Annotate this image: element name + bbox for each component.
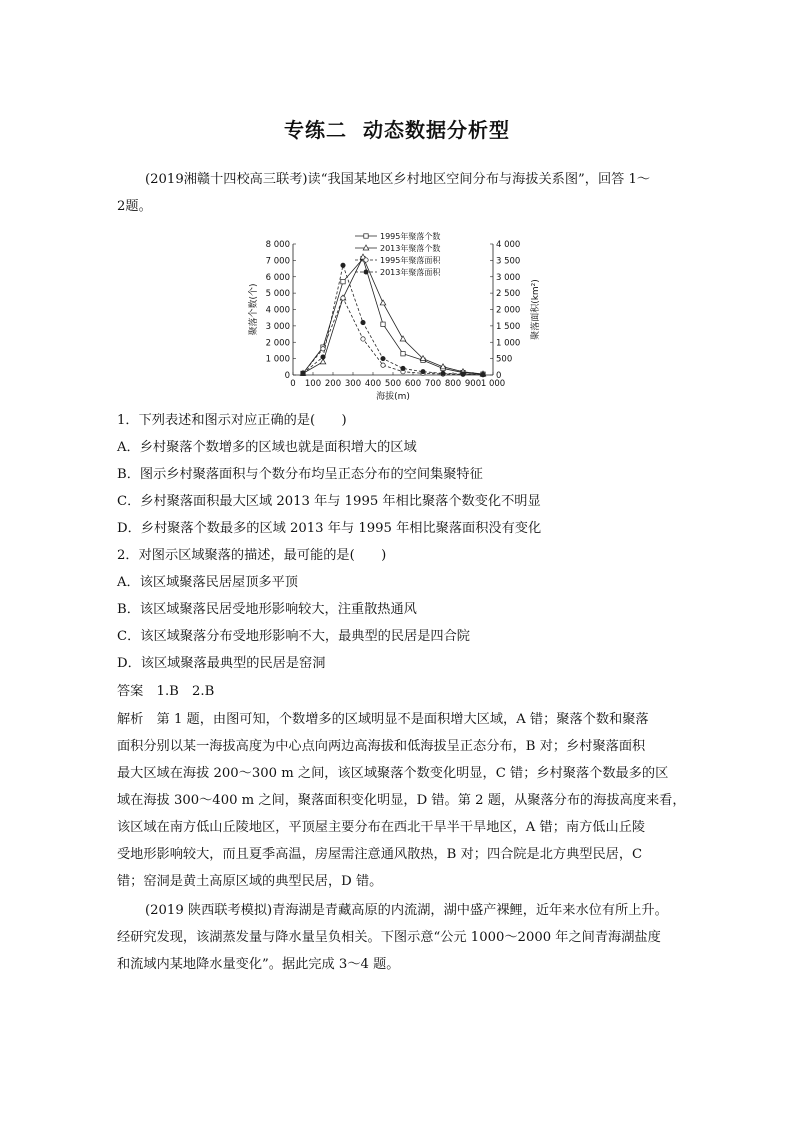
legend-marker [363,245,369,250]
x-tick-label: 300 [344,379,362,389]
series-point [401,366,405,370]
analysis-line: 受地形影响较大，而且夏季高温，房屋需注意通风散热，B 对；四合院是北方典型民居，C [117,847,643,862]
series-point [401,352,405,356]
analysis-line: 错；窑洞是黄土高原区域的典型民居，D 错。 [117,874,383,889]
y-left-tick-label: 4 000 [265,305,290,316]
x-axis-label: 海拔(m) [376,392,410,402]
y-right-tick-label: 0 [496,371,502,381]
series-point [461,372,465,376]
x-tick-label: 0 [290,379,296,389]
y-left-tick-label: 2 000 [265,338,290,349]
analysis-line: 面积分别以某一海拔高度为中心点向两边高海拔和低海拔呈正态分布，B 对；乡村聚落面积 [117,739,646,754]
legend-label: 2013年聚落面积 [380,268,441,277]
series-point [381,363,385,367]
y-left-tick-label: 7 000 [265,256,290,267]
series-point [320,359,326,364]
series-point [481,372,485,376]
x-tick-label: 800 [444,379,462,389]
series-point [400,336,406,341]
legend-marker [364,258,368,262]
y-left-axis-label: 聚落个数(个) [249,283,259,336]
analysis-line: 解析 第 1 题，由图可知，个数增多的区域明显不是面积增大区域，A 错；聚落个数和聚落 [117,712,649,727]
series-point [301,371,305,375]
y-left-tick-label: 1 000 [265,354,290,365]
series-point [321,355,325,359]
intro-line2: 2题。 [117,199,152,214]
y-left-tick-label: 3 000 [265,321,290,332]
y-right-tick-label: 3 500 [496,256,521,267]
series-point [381,322,385,326]
series-point [380,300,386,305]
y-right-tick-label: 1 000 [496,338,521,349]
intro-line1: (2019湘赣十四校高三联考)读“我国某地区乡村地区空间分布与海拔关系图”，回答 1～ [145,172,651,187]
q1-stem: 1．下列表述和图示对应正确的是( ) [117,413,347,428]
x-tick-label: 1 000 [480,379,506,389]
y-right-tick-label: 2 500 [496,289,521,300]
series-line [303,265,483,374]
next-intro-line: 经研究发现，该湖蒸发量与降水量呈负相关。下图示意“公元 1000～2000 年之间青海湖盐度 [117,930,661,945]
x-tick-label: 500 [384,379,402,389]
legend-marker [364,270,368,274]
q1-option-c: C．乡村聚落面积最大区域 2013 年与 1995 年相比聚落个数变化不明显 [117,494,541,509]
y-right-tick-label: 3 000 [496,272,521,283]
y-right-tick-label: 2 000 [496,305,521,316]
y-left-tick-label: 8 000 [265,240,290,250]
series-point [361,320,365,324]
analysis-line: 域在海拔 300～400 m 之间，聚落面积变化明显，D 错。第 2 题，从聚落分布的海拔高度来看， [117,793,686,808]
q2-option-c: C．该区域聚落分布受地形影响不大，最典型的民居是四合院 [117,629,470,644]
legend-marker [364,234,368,238]
q2-stem: 2．对图示区域聚落的描述，最可能的是( ) [117,548,387,563]
x-tick-label: 400 [364,379,382,389]
x-tick-label: 100 [304,379,322,389]
x-tick-label: 200 [324,379,342,389]
y-right-tick-label: 1 500 [496,321,521,332]
q2-option-a: A．该区域聚落民居屋顶多平顶 [117,575,298,590]
legend-label: 2013年聚落个数 [380,244,441,253]
series-point [361,337,365,341]
legend-label: 1995年聚落面积 [380,256,441,265]
answer: 答案 1.B 2.B [117,684,215,699]
x-tick-label: 600 [404,379,422,389]
series-point [421,370,425,374]
y-left-tick-label: 6 000 [265,272,290,283]
series-point [341,263,345,267]
analysis-line: 该区域在南方低山丘陵地区，平顶屋主要分布在西北干旱半干旱地区，A 错；南方低山丘陵 [117,820,646,835]
title-part2: 动态数据分析型 [363,118,510,142]
x-tick-label: 900 [464,379,482,389]
series-point [341,279,345,283]
title-part1: 专练二 [284,118,347,142]
next-intro-line: 和流域内某地降水量变化”。据此完成 3～4 题。 [117,957,400,972]
q1-option-d: D．乡村聚落个数最多的区域 2013 年与 1995 年相比聚落面积没有变化 [117,521,542,536]
q2-option-b: B．该区域聚落民居受地形影响较大，注重散热通风 [117,602,417,617]
y-right-tick-label: 500 [496,354,513,365]
legend-label: 1995年聚落个数 [380,232,441,241]
y-left-tick-label: 0 [284,371,290,381]
series-point [441,371,445,375]
settlement-altitude-chart [245,232,545,402]
y-left-tick-label: 5 000 [265,289,290,300]
analysis-line: 最大区域在海拔 200～300 m 之间，该区域聚落个数变化明显，C 错；乡村聚落个数最多的区 [117,766,669,781]
y-right-axis-label: 聚落面积(km²) [531,279,541,340]
q1-option-b: B．图示乡村聚落面积与个数分布均呈正态分布的空间集聚特征 [117,467,483,482]
q1-option-a: A．乡村聚落个数增多的区域也就是面积增大的区域 [117,440,417,455]
series-point [381,356,385,360]
page-title [0,114,794,143]
q2-option-d: D．该区域聚落最典型的民居是窑洞 [117,656,326,671]
next-intro-line: (2019 陕西联考模拟)青海湖是青藏高原的内流湖，湖中盛产裸鲤，近年来水位有所上升。 [145,903,668,918]
y-right-tick-label: 4 000 [496,240,521,250]
series-point [341,296,345,300]
x-tick-label: 700 [424,379,442,389]
